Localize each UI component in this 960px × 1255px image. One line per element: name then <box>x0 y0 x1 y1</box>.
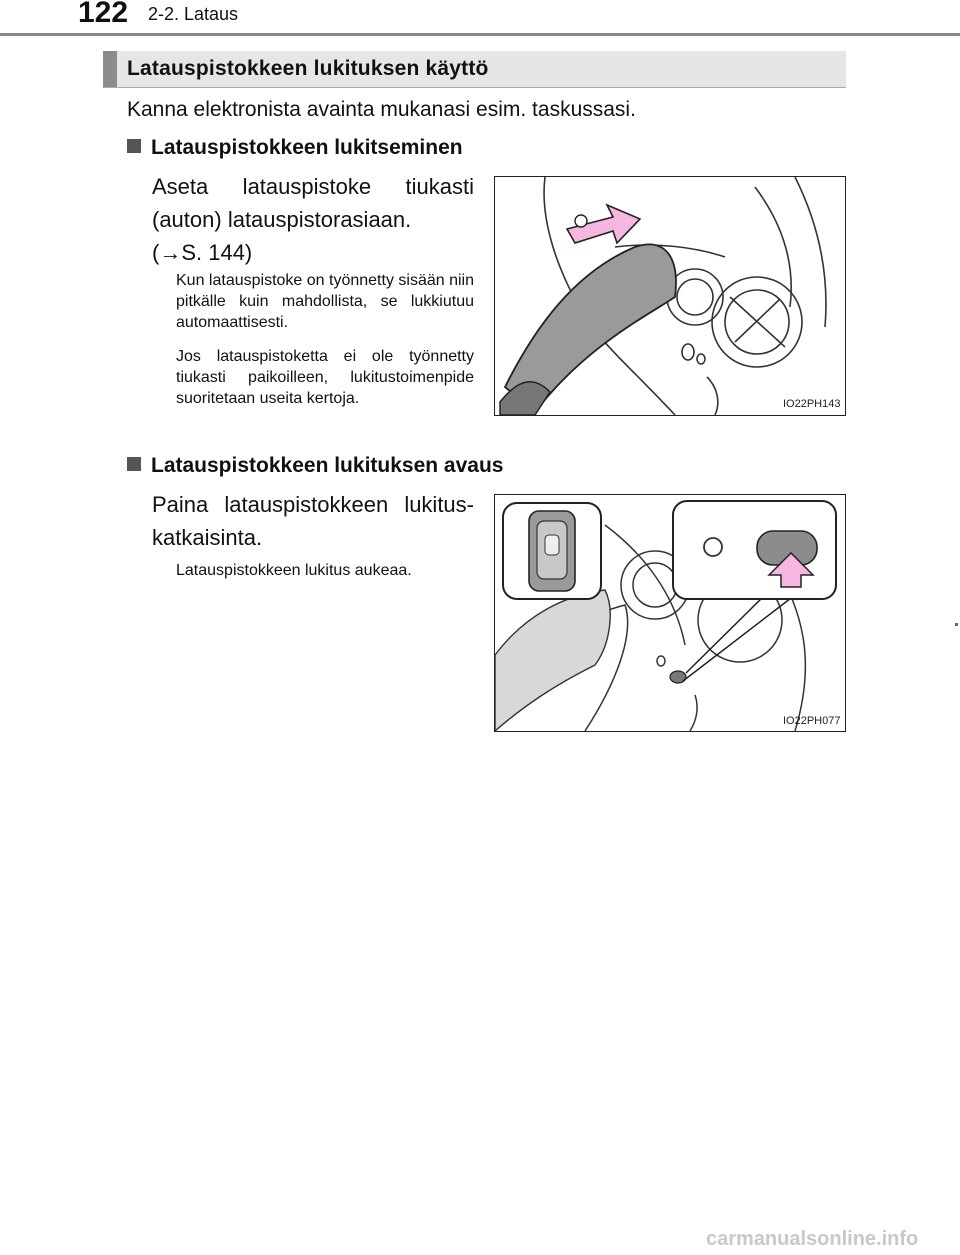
locking-note-1: Kun latauspistoke on työnnetty sisään niin pitkälle kuin mahdollista, se lukkiutuu automaattisesti. <box>176 272 474 331</box>
locking-heading <box>127 136 463 160</box>
footer-watermark: carmanualsonline.info <box>706 1228 919 1250</box>
lock-switch-illustration <box>495 495 845 731</box>
locking-step-line1: Aseta latauspistoke tiukasti <box>152 174 474 199</box>
section-accent <box>103 51 117 87</box>
figure-code-143: IO22PH143 <box>783 398 841 410</box>
locking-heading-text: Latauspistokkeen lukitseminen <box>151 136 463 159</box>
locking-step-line2: (auton) latauspistorasiaan. <box>152 207 412 232</box>
charging-inlet-illustration <box>495 177 845 415</box>
square-bullet-icon <box>127 139 141 153</box>
intro-text: Kanna elektronista avainta mukanasi esim. taskussasi. <box>127 98 636 121</box>
header-rule <box>0 33 960 36</box>
section-title-bar <box>103 51 846 88</box>
margin-mark <box>955 623 958 626</box>
locking-step-ref: (→S. 144) <box>152 240 253 265</box>
locking-step <box>152 170 474 269</box>
unlocking-heading <box>127 454 503 478</box>
figure-plug-insert <box>494 176 846 416</box>
locking-note-2: Jos latauspistoketta ei ole työnnetty tiukasti paikoilleen, lukitustoimenpide suoritetaan useita kertoja. <box>176 348 474 407</box>
unlocking-heading-text: Latauspistokkeen lukituksen avaus <box>151 454 504 477</box>
square-bullet-icon <box>127 457 141 471</box>
page-number: 122 <box>78 0 129 29</box>
figure-code-077: IO22PH077 <box>783 715 841 727</box>
running-head: 2-2. Lataus <box>148 4 239 24</box>
unlocking-step: Paina latauspistokkeen lukitus-katkaisinta. <box>152 492 474 550</box>
figure-lock-switch <box>494 494 846 732</box>
section-title: Latauspistokkeen lukituksen käyttö <box>127 57 489 80</box>
unlocking-note: Latauspistokkeen lukitus aukeaa. <box>176 562 412 579</box>
